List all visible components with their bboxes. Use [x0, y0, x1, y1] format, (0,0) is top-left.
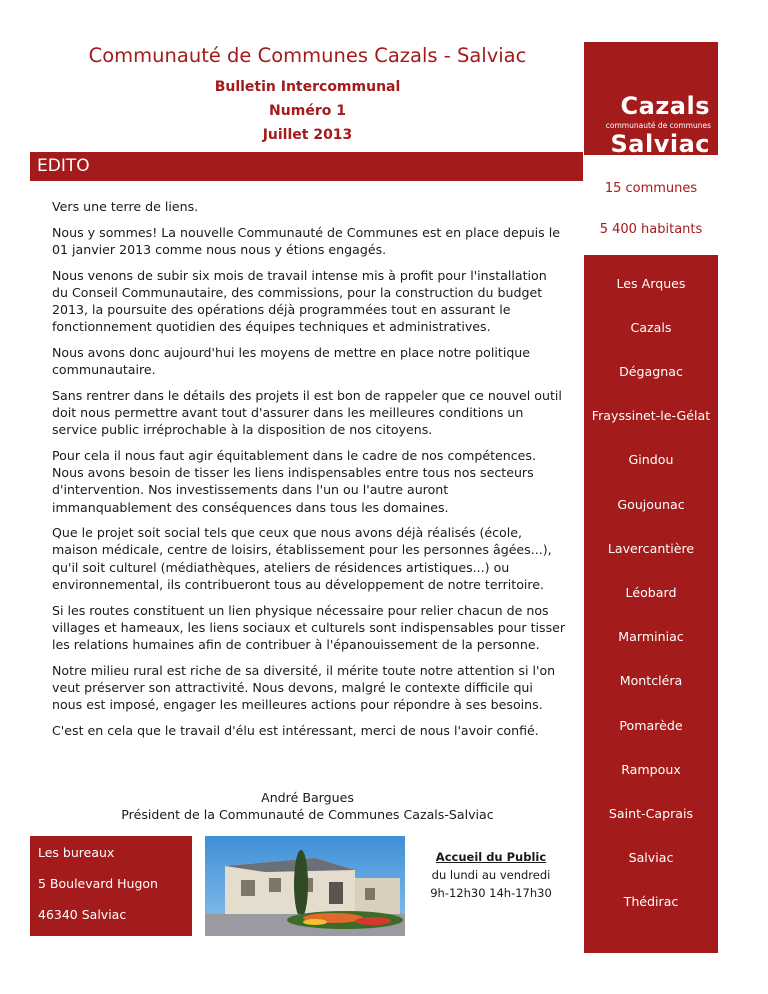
bulletin-name: Bulletin Intercommunal	[214, 79, 401, 95]
edito-paragraph: Sans rentrer dans le détails des projets il est bon de rappeler que ce nouvel outil doit nous permettre avant tout d'assurer dans les meilleures conditions un service public irréprochable à la disposition de nos citoyens.	[52, 387, 562, 438]
commune-item: Rampoux	[621, 762, 681, 777]
issue-number: Numéro 1	[269, 103, 346, 119]
offices-box	[30, 836, 192, 936]
commune-item: Frayssinet-le-Gélat	[591, 408, 711, 423]
logo-box	[584, 42, 718, 158]
logo-text-middle: communauté de communes	[605, 121, 711, 130]
commune-item: Salviac	[628, 850, 674, 865]
commune-item: Lavercantière	[607, 541, 695, 556]
signature-name: André Bargues	[261, 790, 354, 805]
commune-item: Dégagnac	[619, 364, 683, 379]
building-photo	[205, 836, 405, 936]
logo-text-bottom: Salviac	[610, 130, 710, 158]
opening-hours-heading: Accueil du Public	[435, 850, 547, 864]
commune-item: Marminiac	[618, 629, 684, 644]
logo-text-top: Cazals	[620, 92, 710, 120]
edito-paragraph: C'est en cela que le travail d'élu est intéressant, merci de nous l'avoir confié.	[52, 722, 539, 738]
commune-item: Léobard	[625, 585, 677, 600]
opening-times: 9h-12h30 14h-17h30	[430, 886, 552, 900]
edito-paragraph: Vers une terre de liens.	[52, 199, 199, 214]
offices-city: 46340 Salviac	[38, 907, 127, 922]
commune-item: Les Arques	[616, 276, 686, 291]
opening-hours	[412, 848, 570, 902]
commune-item: Montcléra	[619, 673, 683, 688]
edito-paragraph: Nous avons donc aujourd'hui les moyens de mettre en place notre politique communautaire.	[52, 344, 531, 378]
signature-role: Président de la Communauté de Communes Cazals-Salviac	[121, 807, 494, 822]
edito-paragraph: Notre milieu rural est riche de sa diversité, il mérite toute notre attention si l'on veut préserver son attractivité. Nous devons, malgré le contexte difficile qui nous est imposé, engager les meilleures actions pour répondre à ses besoins.	[52, 662, 556, 713]
communes-list	[584, 255, 718, 953]
building-photo-image	[205, 836, 405, 936]
commune-item: Pomarède	[619, 718, 683, 733]
communes-count: 15 communes	[604, 181, 698, 196]
edito-paragraph: Nous venons de subir six mois de travail intense mis à profit pour l'installation du Conseil Communautaire, des commissions, pour la construction du budget 2013, la poursuite des opérations déjà programmées tout en assurant le fonctionnement quotidien des équipes techniques et administratives.	[52, 267, 547, 335]
signature-block	[30, 789, 585, 823]
commune-item: Thédirac	[623, 894, 679, 909]
commune-item: Saint-Caprais	[608, 806, 694, 821]
commune-item: Cazals	[630, 320, 672, 335]
commune-item: Goujounac	[617, 497, 685, 512]
population-count: 5 400 habitants	[599, 222, 703, 237]
page-title: Communauté de Communes Cazals - Salviac	[88, 44, 527, 67]
edito-heading-bar	[30, 152, 583, 181]
edito-paragraph: Que le projet soit social tels que ceux que nous avons déjà réalisés (école, maison médicale, centre de loisirs, établissement pour les personnes âgées...), qu'il soit culturel (médiathèques, ateliers de résidences artistiques...) ou environnemental, ils contribueront tous au développement de notre territoire.	[52, 525, 552, 592]
edito-paragraph: Si les routes constituent un lien physique nécessaire pour relier chacun de nos villages et hameaux, les liens sociaux et culturels sont indispensables pour tisser les relations humaines afin de contribuer à l'épanouissement de la personne.	[52, 602, 566, 652]
opening-days: du lundi au vendredi	[431, 868, 551, 882]
edito-heading: EDITO	[37, 156, 90, 176]
edito-paragraph: Pour cela il nous faut agir équitablement dans le cadre de nos compétences. Nous avons besoin de tisser les liens indispensables entre tous nos secteurs d'intervention. Nos investissements dans l'un ou l'autre auront immanquablement des conséquences dans tous les domaines.	[52, 447, 536, 515]
edito-paragraph: Nous y sommes! La nouvelle Communauté de Communes est en place depuis le 01 janvier 2013 comme nous nous y étions engagés.	[52, 224, 560, 257]
commune-item: Gindou	[628, 452, 674, 467]
edito-body	[52, 198, 566, 747]
offices-heading: Les bureaux	[38, 845, 115, 860]
offices-street: 5 Boulevard Hugon	[38, 876, 158, 891]
issue-date: Juillet 2013	[262, 127, 353, 143]
